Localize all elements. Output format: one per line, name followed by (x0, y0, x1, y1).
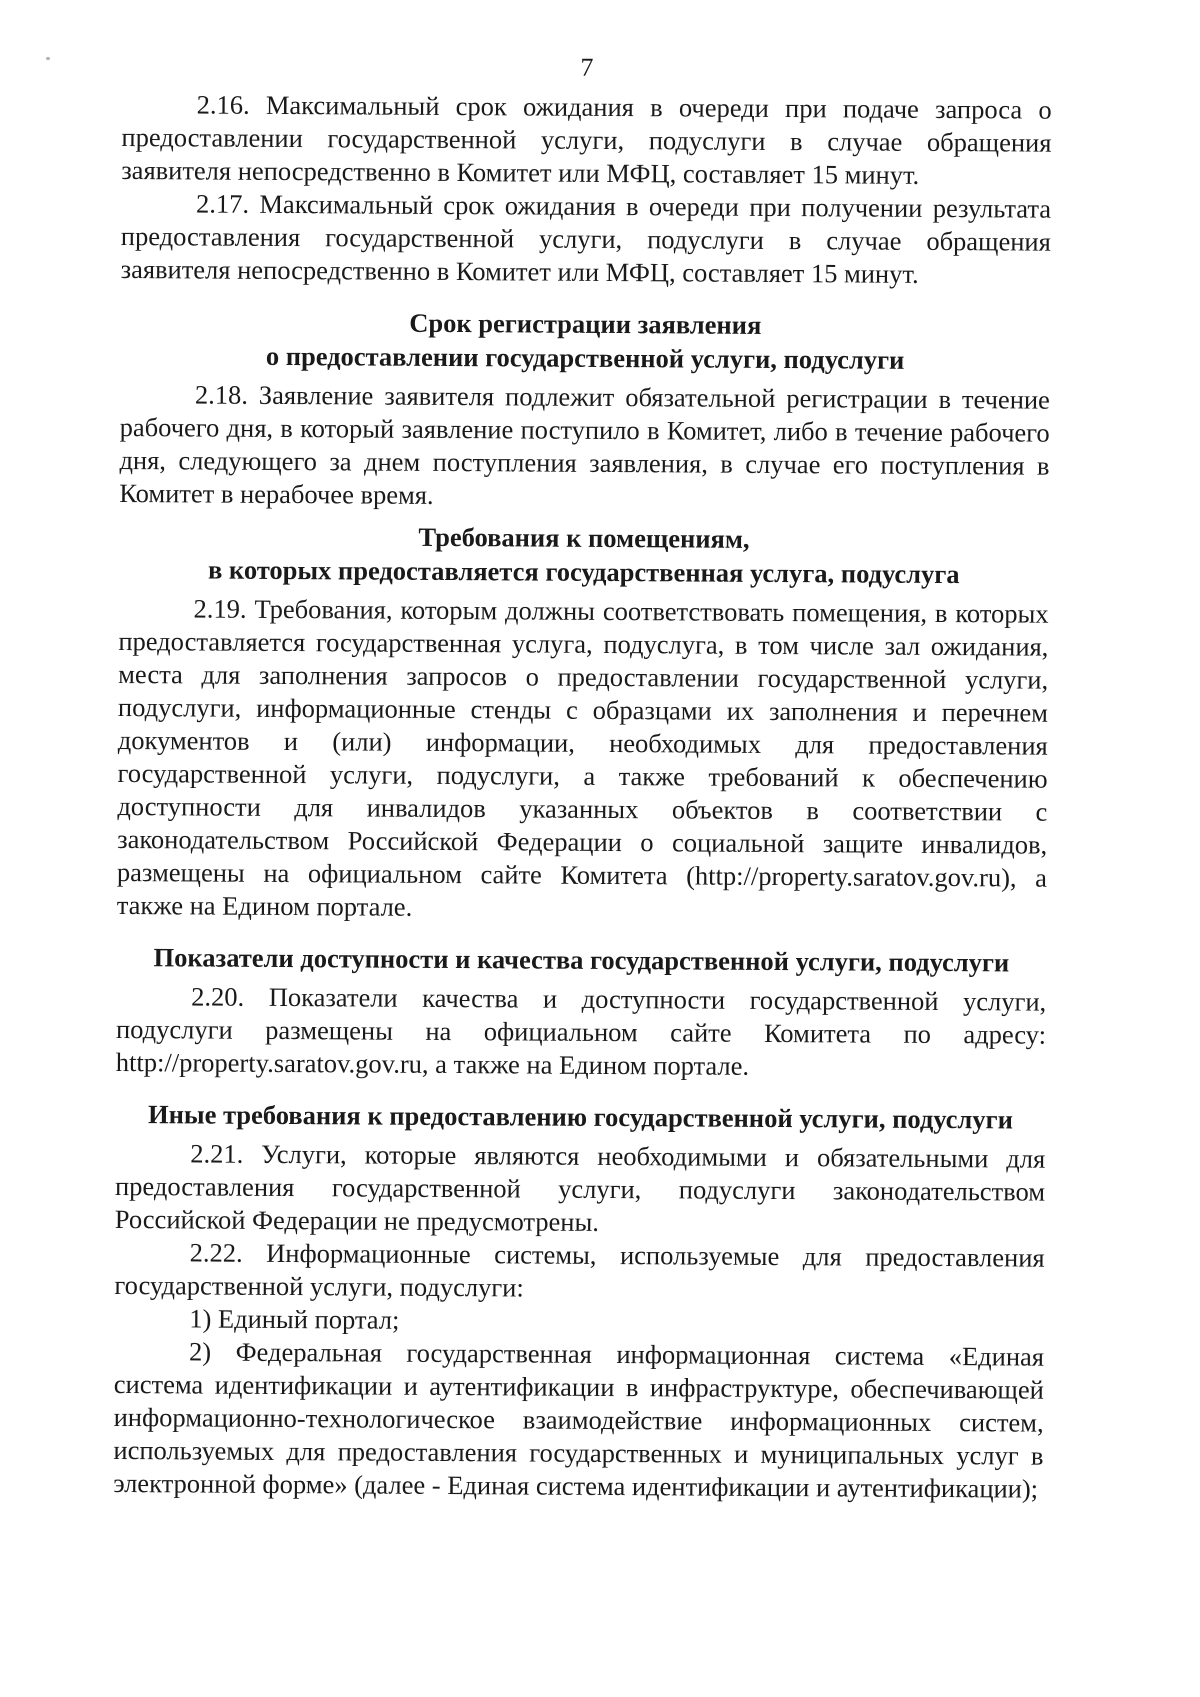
paragraph-2-17: 2.17. Максимальный срок ожидания в очереди при получении результата предоставления государственной услуги, подуслуги в случае обращения заявителя непосредственно в Комитет или МФЦ, составляет 15 минут. (120, 188, 1052, 289)
list-item-2: 2) Федеральная государственная информационная система «Единая система идентификации и аутентификации в инфраструктуре, обеспечивающей информационно-технологическое взаимодействие информационных систем, используемых для предоставления государственных и муниципальных услуг в электронной форме» (далее - Единая система идентификации и аутентификации); (113, 1336, 1045, 1504)
paragraph-2-19: 2.19. Требования, которым должны соответствовать помещения, в которых предоставляется государственная услуга, подуслуга, в том числе зал ожидания, места для заполнения запросов о предоставлении государственной услуги, подуслуги, информационные стенды с образцами их заполнения и перечнем документов и (или) информации, необходимых для предоставления государственной услуги, подуслуги, а также требований к обеспечению доступности для инвалидов указанных объектов в соответствии с законодательством Российской Федерации о социальной защите инвалидов, размещены на официальном сайте Комитета (http://property.saratov.gov.ru), а также на Едином портале. (116, 593, 1049, 922)
heading-quality-indicators: Показатели доступности и качества государственной услуги, подуслуги (153, 942, 1010, 978)
page-content (113, 50, 1052, 1506)
heading-line: о предоставлении государственной услуги, подуслуги (265, 340, 905, 375)
heading-line: Срок регистрации заявления (409, 307, 762, 340)
paragraph-2-16: 2.16. Максимальный срок ожидания в очереди при подаче запроса о предоставлении государственной услуги, подуслуги в случае обращения заявителя непосредственно в Комитет или МФЦ, составляет 15 минут. (121, 89, 1052, 190)
paragraph-2-20: 2.20. Показатели качества и доступности государственной услуги, подуслуги размещены на официальном сайте Комитета по адресу: http://property.saratov.gov.ru, а также на Едином портале. (115, 981, 1047, 1081)
heading-line: Требования к помещениям, (418, 521, 750, 554)
list-item-1: 1) Единый портал; (189, 1303, 400, 1335)
heading-other-requirements: Иные требования к предоставлению государственной услуги, подуслуги (147, 1099, 1014, 1135)
scan-speck (46, 57, 50, 60)
paragraph-2-22: 2.22. Информационные системы, используемые для предоставления государственной услуги, подуслуги: (114, 1237, 1045, 1303)
heading-line: в которых предоставляется государственная услуга, подуслуга (207, 554, 960, 590)
page-number: 7 (580, 52, 594, 82)
heading-registration-term (120, 304, 1050, 378)
paragraph-2-21: 2.21. Услуги, которые являются необходимыми и обязательными для предоставления государственной услуги, подуслуги законодательством Российской Федерации не предусмотрены. (114, 1138, 1046, 1237)
paragraph-2-18: 2.18. Заявление заявителя подлежит обязательной регистрации в течение рабочего дня, в который заявление поступило в Комитет, либо в течение рабочего дня, следующего за днем поступления заявления, в случае его поступления в Комитет в нерабочее время. (119, 379, 1050, 510)
heading-premises-requirements (119, 518, 1049, 592)
